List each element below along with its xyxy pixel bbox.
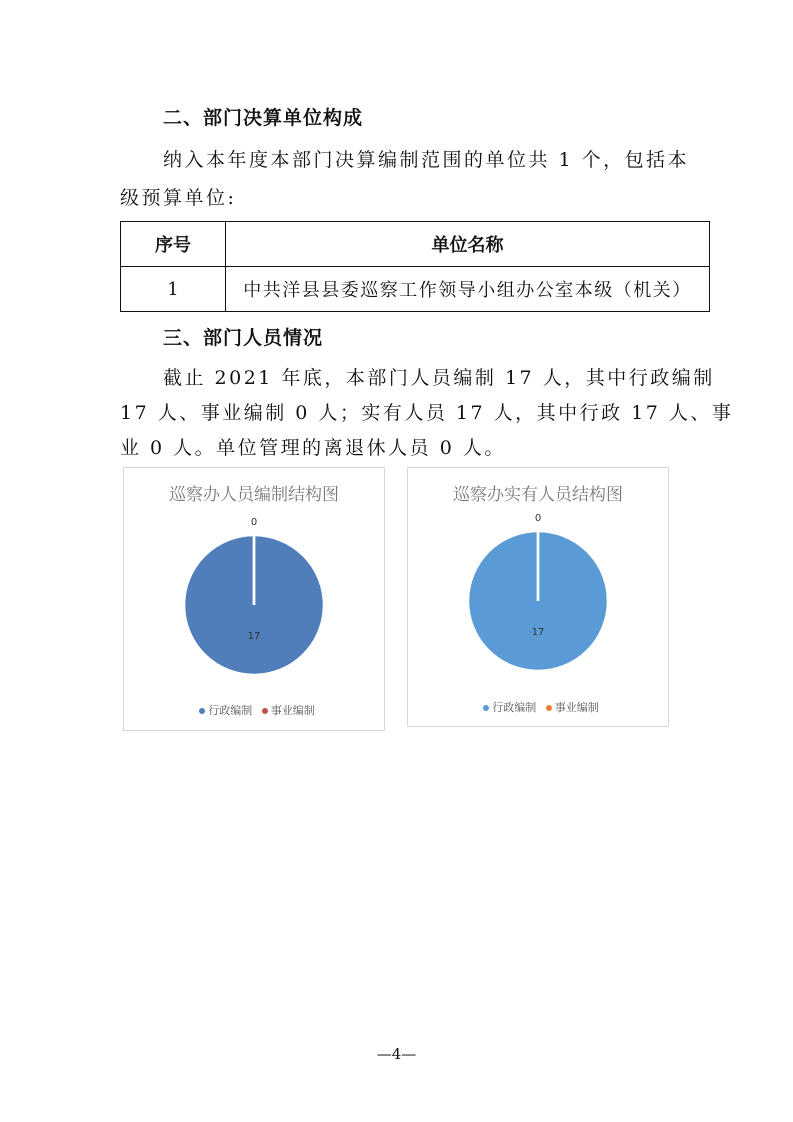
section3-para-line3: 业 0 人。单位管理的离退休人员 0 人。: [120, 437, 506, 459]
chart-legend: [408, 699, 668, 715]
section3-para-line2: 17 人、事业编制 0 人；实有人员 17 人，其中行政 17 人、事: [120, 402, 734, 424]
chart-staffing-structure: [123, 467, 385, 731]
page-number: —4—: [376, 1045, 417, 1063]
legend-label-shiye: 事业编制: [270, 704, 315, 717]
pie-chart: [408, 468, 668, 694]
legend-swatch-xingzheng: [483, 705, 489, 711]
cell-index: 1: [121, 267, 226, 312]
chart-title: 巡察办人员编制结构图: [169, 485, 339, 505]
section3-para-line1: 截止 2021 年底，本部门人员编制 17 人，其中行政编制: [163, 367, 715, 389]
section2-para-line2: 级预算单位:: [120, 187, 237, 209]
legend-swatch-shiye: [546, 705, 552, 711]
chart-title: 巡察办实有人员结构图: [453, 485, 623, 505]
table-header-row: [121, 222, 710, 267]
chart-legend: [124, 702, 384, 718]
header-index: 序号: [121, 222, 226, 267]
legend-label-xingzheng: 行政编制: [208, 704, 253, 717]
section2-para-line1: 纳入本年度本部门决算编制范围的单位共 1 个，包括本: [163, 149, 690, 171]
data-label-shiye: 0: [250, 517, 258, 528]
section3-heading: 三、部门人员情况: [163, 327, 324, 349]
data-label-xingzheng: 17: [247, 631, 261, 642]
table-row: [121, 267, 710, 312]
cell-unit-name: 中共洋县县委巡察工作领导小组办公室本级（机关）: [226, 267, 710, 312]
section2-heading: 二、部门决算单位构成: [163, 107, 364, 129]
legend-label-shiye: 事业编制: [554, 701, 599, 714]
header-unit-name: 单位名称: [226, 222, 710, 267]
legend-label-xingzheng: 行政编制: [492, 701, 537, 714]
pie-chart: [124, 468, 384, 698]
chart-actual-staff-structure: [407, 467, 669, 727]
data-label-shiye: 0: [534, 513, 542, 524]
legend-swatch-shiye: [262, 708, 268, 714]
unit-table: [120, 221, 710, 312]
data-label-xingzheng: 17: [531, 627, 545, 638]
legend-swatch-xingzheng: [199, 708, 205, 714]
